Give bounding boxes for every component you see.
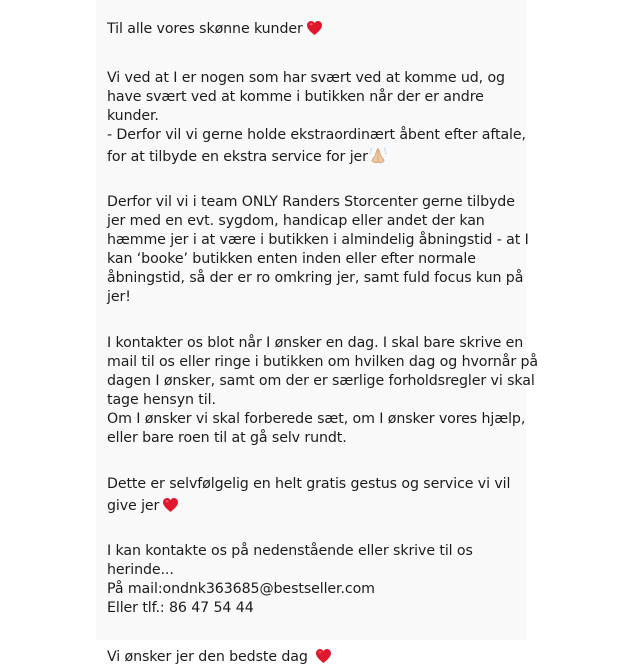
text-line: I kontakter os blot når I ønsker en dag. I skal bare skrive en: [107, 335, 524, 351]
text-line: tage hensyn til.: [107, 392, 216, 408]
text-line: hæmme jer i at være i butikken i almindelig åbningstid - at I: [107, 232, 529, 248]
text-line: I kan kontakte os på nedenstående eller skrive til os: [107, 543, 473, 559]
text-line: kan ‘booke’ butikken enten inden eller efter normale: [107, 251, 476, 267]
text-line: herinde...: [107, 562, 174, 578]
closing-text: Vi ønsker jer den bedste dag: [107, 649, 308, 665]
heart-icon: [315, 648, 332, 664]
paragraph-2: [107, 193, 527, 307]
text-line: jer!: [107, 289, 131, 305]
text-line: have svært ved at komme i butikken når der er andre: [107, 89, 484, 105]
text-line: kunder.: [107, 108, 159, 124]
text-line: jer med en evt. sygdom, handicap eller andet der kan: [107, 213, 485, 229]
post-text: [107, 17, 538, 670]
paragraph-4: [107, 475, 527, 519]
paragraph-3: [107, 334, 538, 448]
text-line: Derfor vil vi i team ONLY Randers Storcenter gerne tilbyde: [107, 194, 515, 210]
greeting-text: Til alle vores skønne kunder: [107, 21, 303, 37]
folded-hands-icon: [369, 147, 387, 165]
text-line: dagen I ønsker, samt om der er særlige forholdsregler vi skal: [107, 373, 535, 389]
closing-paragraph: [107, 645, 527, 670]
paragraph-5: [107, 542, 527, 618]
text-line: Om I ønsker vi skal forberede sæt, om I ønsker vores hjælp,: [107, 411, 526, 427]
phone-line: Eller tlf.: 86 47 54 44: [107, 600, 254, 616]
heart-icon: [162, 497, 179, 513]
text-line: give jer: [107, 498, 160, 514]
paragraph-1: [107, 69, 527, 170]
text-line: Vi ved at I er nogen som har svært ved at komme ud, og: [107, 70, 505, 86]
text-line: - Derfor vil vi gerne holde ekstraordinært åbent efter aftale,: [107, 127, 526, 143]
text-line: åbningstid, så der er ro omkring jer, samt fuld focus kun på: [107, 270, 524, 286]
text-line: Dette er selvfølgelig en helt gratis gestus og service vi vil: [107, 476, 511, 492]
email-line: På mail:ondnk363685@bestseller.com: [107, 581, 375, 597]
text-line: for at tilbyde en ekstra service for jer: [107, 149, 368, 165]
heart-icon: [306, 20, 323, 36]
text-line: mail til os eller ringe i butikken om hvilken dag og hvornår på: [107, 354, 538, 370]
text-line: eller bare roen til at gå selv rundt.: [107, 430, 347, 446]
greeting-paragraph: [107, 17, 527, 42]
